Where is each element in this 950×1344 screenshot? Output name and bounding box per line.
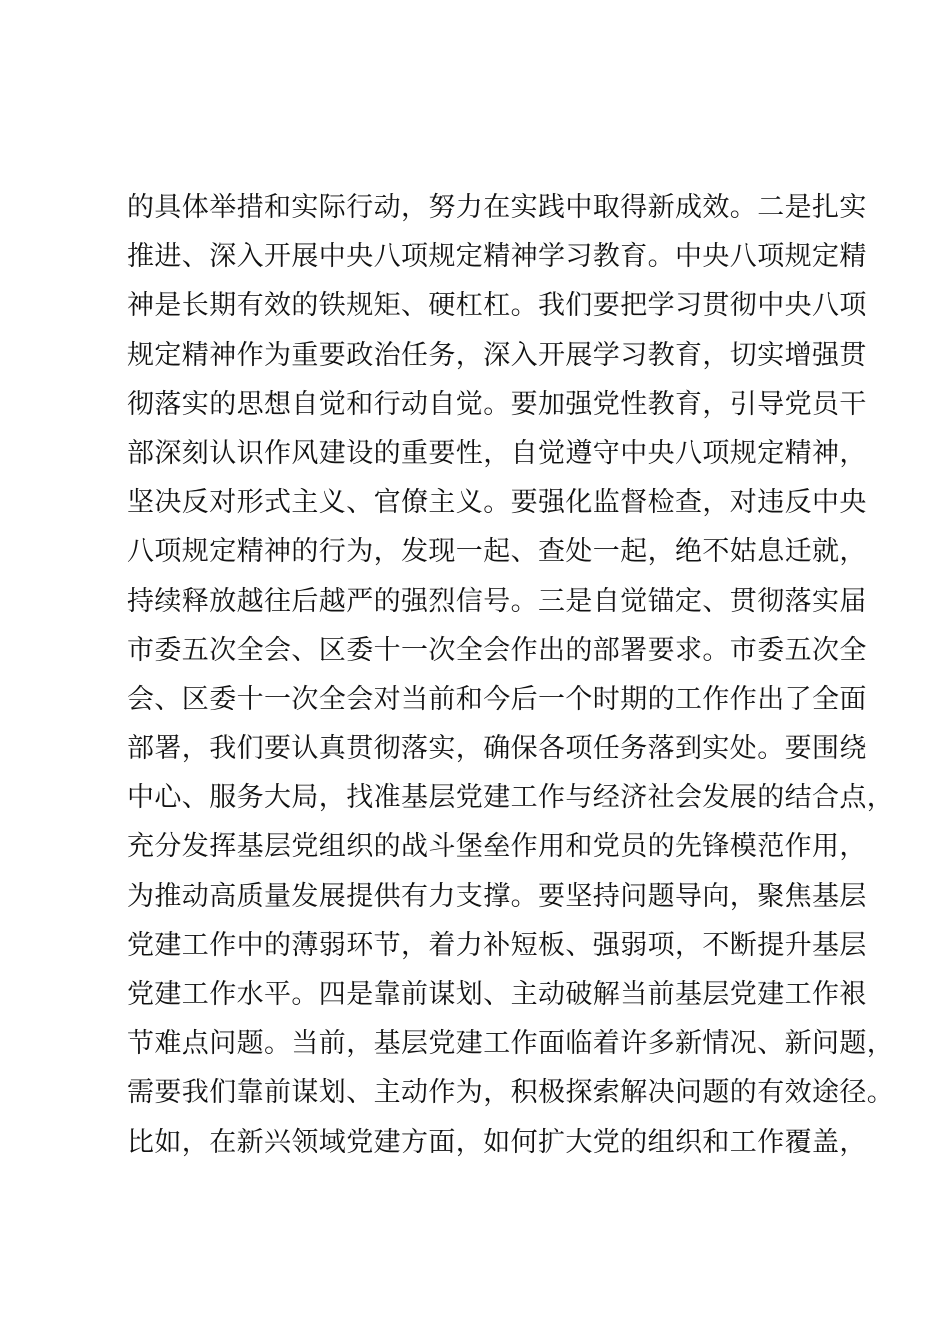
text-line-19: 需要我们靠前谋划、主动作为，积极探索解决问题的有效途径。	[127, 1077, 895, 1109]
text-line-18: 节难点问题。当前，基层党建工作面临着许多新情况、新问题，	[127, 1028, 895, 1060]
text-line-6: 部深刻认识作风建设的重要性，自觉遵守中央八项规定精神，	[127, 437, 867, 469]
text-line-15: 为推动高质量发展提供有力支撑。要坚持问题导向，聚焦基层	[127, 880, 867, 912]
text-line-1: 的具体举措和实际行动，努力在实践中取得新成效。二是扎实	[127, 192, 867, 223]
text-line-14: 充分发挥基层党组织的战斗堡垒作用和党员的先锋模范作用，	[127, 831, 867, 863]
text-line-5: 彻落实的思想自觉和行动自觉。要加强党性教育，引导党员干	[127, 388, 867, 420]
body-paragraph	[127, 183, 895, 1167]
text-line-3: 神是长期有效的铁规矩、硬杠杠。我们要把学习贯彻中央八项	[127, 290, 867, 322]
text-line-11: 会、区委十一次全会对当前和今后一个时期的工作作出了全面	[127, 683, 867, 715]
text-line-2: 推进、深入开展中央八项规定精神学习教育。中央八项规定精	[127, 241, 867, 273]
text-line-12: 部署，我们要认真贯彻落实，确保各项任务落到实处。要围绕	[127, 733, 867, 765]
text-line-7: 坚决反对形式主义、官僚主义。要强化监督检查，对违反中央	[127, 487, 867, 519]
text-line-8: 八项规定精神的行为，发现一起、查处一起，绝不姑息迁就，	[127, 536, 867, 568]
text-line-4: 规定精神作为重要政治任务，深入开展学习教育，切实增强贯	[127, 339, 867, 371]
text-line-10: 市委五次全会、区委十一次全会作出的部署要求。市委五次全	[127, 634, 867, 666]
text-line-20: 比如，在新兴领域党建方面，如何扩大党的组织和工作覆盖，	[127, 1126, 867, 1158]
text-line-17: 党建工作水平。四是靠前谋划、主动破解当前基层党建工作裉	[127, 979, 867, 1010]
text-line-13: 中心、服务大局，找准基层党建工作与经济社会发展的结合点，	[127, 782, 895, 814]
text-line-9: 持续释放越往后越严的强烈信号。三是自觉锚定、贯彻落实届	[127, 585, 867, 617]
text-line-16: 党建工作中的薄弱环节，着力补短板、强弱项，不断提升基层	[127, 929, 867, 961]
